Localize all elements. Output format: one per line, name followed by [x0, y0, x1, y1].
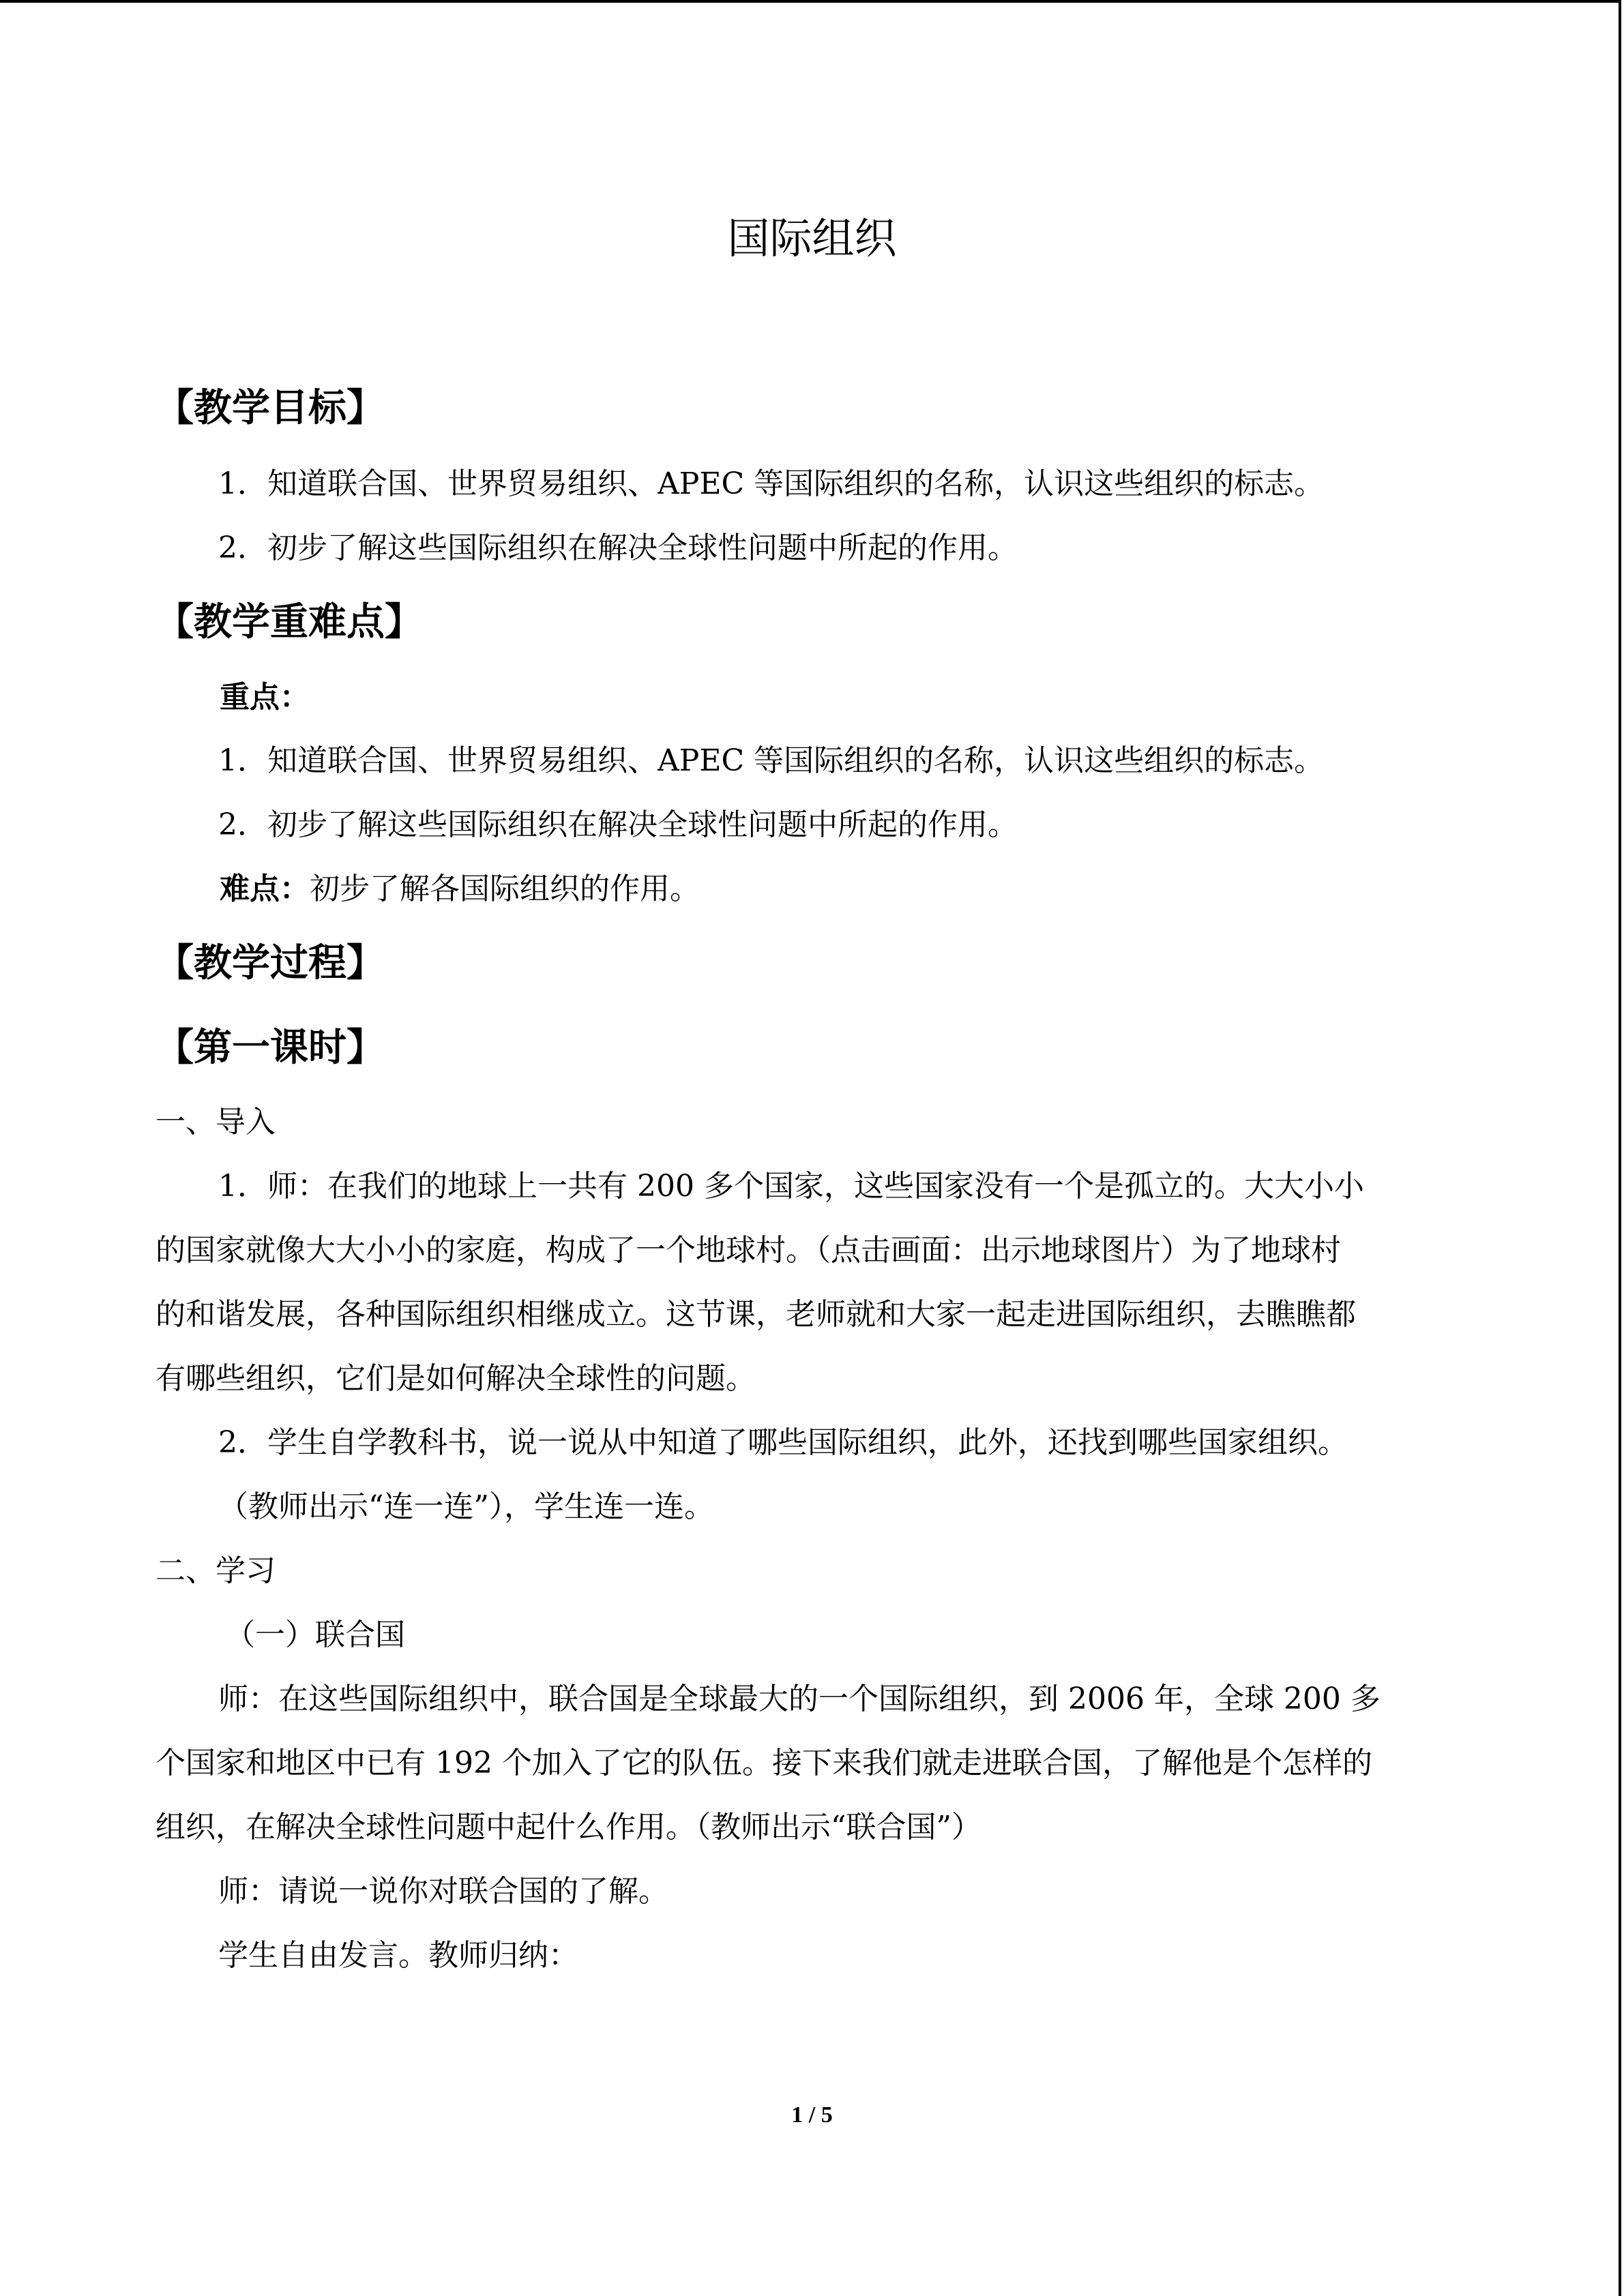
- study-paragraph-line: 师：在这些国际组织中，联合国是全球最大的一个国际组织，到 2006 年，全球 200 多: [218, 1682, 1381, 1716]
- focus-item: 2．初步了解这些国际组织在解决全球性问题中所起的作用。: [218, 807, 1018, 842]
- study-paragraph-3: 学生自由发言。教师归纳：: [218, 1938, 578, 1973]
- intro-paragraph-line: 的和谐发展，各种国际组织相继成立。这节课，老师就和大家一起走进国际组织，去瞧瞧都: [156, 1297, 1356, 1332]
- intro-paragraph-line: 1．师：在我们的地球上一共有 200 多个国家，这些国家没有一个是孤立的。大大小小: [218, 1169, 1364, 1204]
- heading-objectives: 【教学目标】: [156, 386, 385, 430]
- section-study-title: 二、学习: [156, 1553, 276, 1588]
- study-paragraph-line: 组织，在解决全球性问题中起什么作用。（教师出示“联合国”）: [156, 1810, 981, 1845]
- difficulty-line: [220, 869, 700, 910]
- difficulty-text: 初步了解各国际组织的作用。: [310, 871, 700, 906]
- focus-label: 重点：: [220, 680, 310, 715]
- intro-paragraph-line: 有哪些组织，它们是如何解决全球性的问题。: [156, 1361, 756, 1396]
- study-paragraph-2: 师：请说一说你对联合国的了解。: [218, 1874, 668, 1909]
- heading-key-points: 【教学重难点】: [156, 600, 423, 644]
- objective-item: 2．初步了解这些国际组织在解决全球性问题中所起的作用。: [218, 531, 1018, 565]
- intro-paragraph-2: 2．学生自学教科书，说一说从中知道了哪些国际组织，此外，还找到哪些国家组织。: [218, 1425, 1348, 1460]
- heading-lesson-1: 【第一课时】: [156, 1026, 385, 1070]
- study-subsection-un: （一）联合国: [225, 1617, 405, 1652]
- document-title: 国际组织: [727, 213, 897, 263]
- intro-paragraph-3: （教师出示“连一连”），学生连一连。: [218, 1489, 714, 1524]
- difficulty-label: 难点：: [220, 871, 310, 906]
- intro-paragraph-line: 的国家就像大大小小的家庭，构成了一个地球村。（点击画面：出示地球图片）为了地球村: [156, 1233, 1341, 1268]
- page-number: 1 / 5: [791, 2102, 833, 2128]
- heading-process: 【教学过程】: [156, 941, 385, 985]
- objective-item: 1．知道联合国、世界贸易组织、APEC 等国际组织的名称，认识这些组织的标志。: [218, 466, 1325, 501]
- focus-item: 1．知道联合国、世界贸易组织、APEC 等国际组织的名称，认识这些组织的标志。: [218, 743, 1325, 778]
- section-intro-title: 一、导入: [156, 1105, 276, 1139]
- study-paragraph-line: 个国家和地区中已有 192 个加入了它的队伍。接下来我们就走进联合国，了解他是个怎样的: [156, 1746, 1372, 1780]
